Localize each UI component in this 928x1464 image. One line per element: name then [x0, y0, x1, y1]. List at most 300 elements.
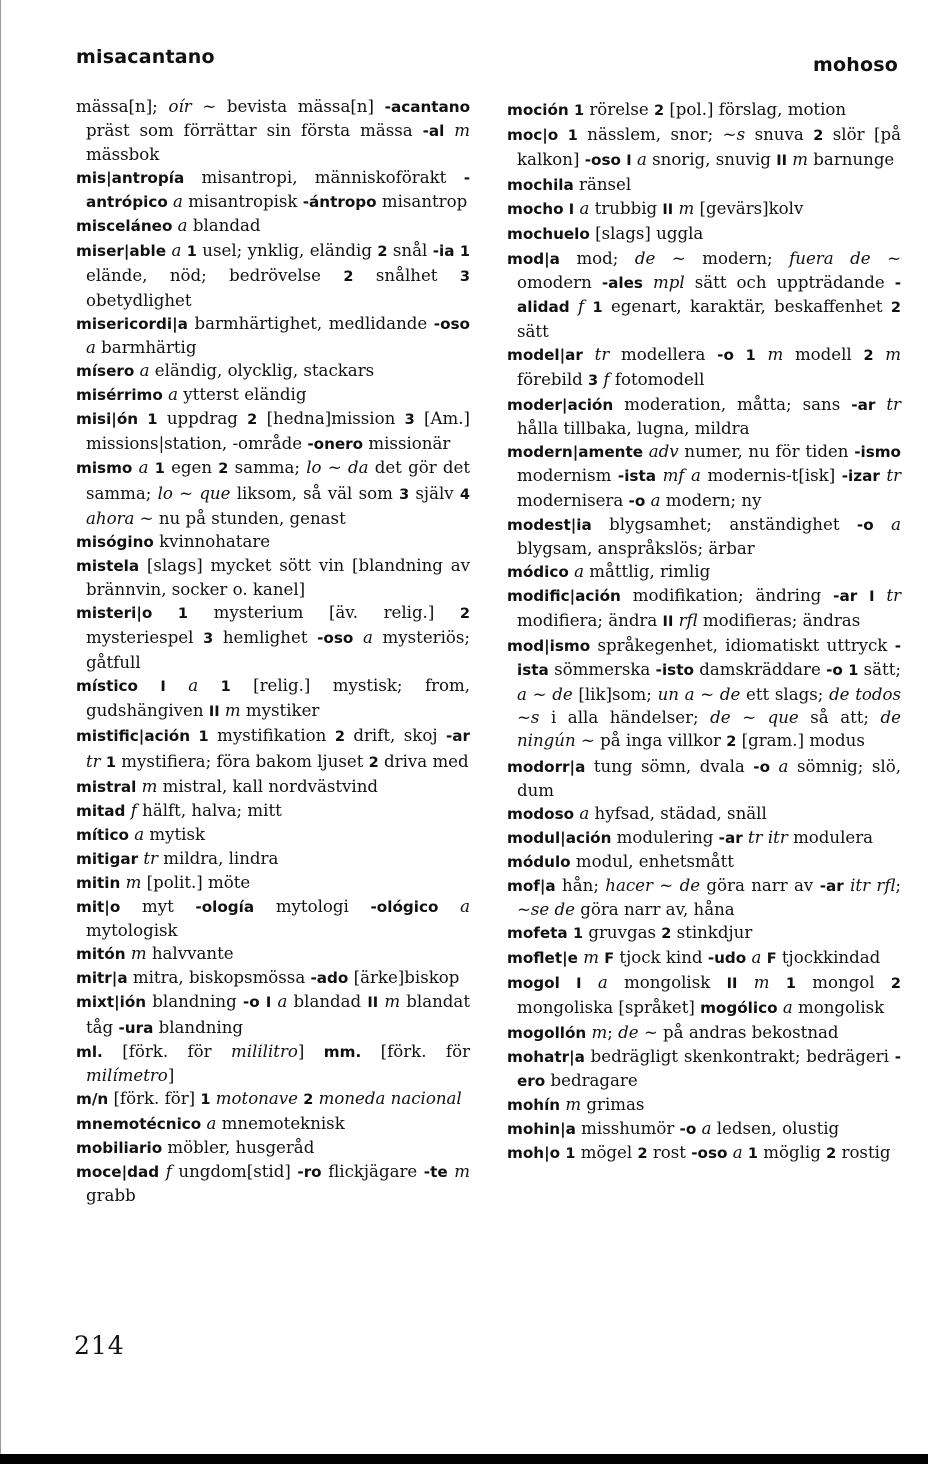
- grammar-label: mililitro: [231, 1041, 298, 1061]
- headword: módulo: [507, 852, 571, 871]
- headword: mogollón: [507, 1023, 587, 1042]
- definition-text: ~: [730, 708, 768, 728]
- definition-text: blygsam, anspråkslös; ärbar: [517, 538, 755, 558]
- headword: moflet|e: [507, 949, 578, 968]
- dictionary-entry: [76, 456, 470, 529]
- headword: -o: [856, 515, 874, 534]
- definition-text: elände, nöd; bedrövelse: [86, 265, 344, 285]
- dictionary-entry: [76, 359, 470, 383]
- headword: modific|ación: [507, 586, 621, 605]
- headword: ml.: [76, 1042, 103, 1061]
- dictionary-entry: [76, 823, 470, 847]
- headword: -antrópico: [86, 169, 470, 212]
- sense-number: 1: [565, 1146, 576, 1163]
- definition-text: mytologi: [254, 897, 371, 917]
- sense-number: 1: [574, 103, 585, 119]
- sense-number: 2: [637, 1146, 648, 1163]
- sense-number: 1: [785, 976, 796, 993]
- sense-number: 4: [459, 486, 470, 503]
- grammar-label: m: [125, 873, 142, 892]
- grammar-label: a: [168, 385, 179, 405]
- definition-text: tung sömn, dvala: [585, 756, 754, 776]
- sense-number: 1: [177, 605, 188, 622]
- dictionary-entry: [507, 98, 901, 123]
- definition-text: obetydlighet: [86, 290, 192, 310]
- definition-text: ~: [321, 458, 348, 478]
- sense-number: II: [726, 976, 738, 993]
- definition-text: [438, 897, 460, 916]
- headword: -ia: [432, 241, 455, 260]
- definition-text: missionär: [363, 434, 451, 454]
- dictionary-entry: [76, 942, 470, 966]
- definition-text: [583, 345, 595, 364]
- sense-number: 1: [220, 679, 231, 696]
- headword: -o: [679, 1119, 697, 1138]
- definition-text: mässa[n];: [76, 97, 169, 116]
- definition-text: kvinnohatare: [153, 531, 271, 551]
- definition-text: egenart, karaktär, beskaffenhet: [602, 296, 891, 316]
- definition-text: barmhärtighet, medlidande: [187, 313, 434, 333]
- grammar-label: a: [188, 676, 199, 696]
- definition-text: [polit.] möte: [141, 873, 251, 892]
- dictionary-entry: [76, 1160, 470, 1207]
- sense-number: 3: [399, 486, 410, 503]
- headword: mogol: [507, 974, 560, 993]
- sense-number: 2: [726, 734, 737, 751]
- running-head-left: misacantano: [76, 46, 215, 68]
- grammar-label: m: [141, 776, 158, 796]
- headword: mitin: [76, 874, 121, 892]
- definition-text: ränsel: [573, 175, 632, 195]
- sense-number: 2: [218, 461, 229, 478]
- dictionary-entry: [76, 724, 470, 774]
- headword: -ado: [310, 969, 349, 988]
- definition-text: nässlem, snor; ~: [577, 125, 737, 145]
- definition-text: sätt;: [858, 660, 901, 680]
- grammar-label: milímetro: [86, 1065, 168, 1085]
- definition-text: mögel: [575, 1143, 638, 1163]
- grammar-label: oír: [168, 97, 192, 116]
- definition-text: mistral, kall nordvästvind: [157, 776, 379, 796]
- grammar-label: da: [347, 458, 369, 478]
- definition-text: [slags] mycket sött vin [blandning av brännvin, socker o. kanel]: [86, 555, 470, 599]
- sense-number: 2: [890, 976, 901, 993]
- grammar-label: lo: [306, 458, 322, 478]
- headword: -acantano: [384, 98, 471, 116]
- headword: mogólico: [700, 999, 778, 1018]
- definition-text: rost: [647, 1143, 692, 1163]
- definition-text: hemlighet: [213, 628, 318, 648]
- definition-text: usel; ynklig, eländig: [196, 240, 378, 260]
- definition-text: i alla händelser;: [539, 708, 711, 728]
- definition-text: ungdom[stid]: [171, 1162, 298, 1182]
- grammar-label: ahora: [86, 508, 135, 528]
- grammar-label: m: [454, 1162, 470, 1182]
- sense-number: 2: [303, 1091, 314, 1108]
- headword: -ar: [833, 586, 858, 605]
- headword: -o: [717, 345, 734, 364]
- grammar-label: de todos: [829, 685, 902, 705]
- headword: -isto: [655, 661, 694, 680]
- grammar-label: f: [165, 1162, 172, 1182]
- definition-text: numer, nu för tiden: [678, 442, 855, 462]
- grammar-label: m: [885, 344, 902, 364]
- dictionary-entry: [76, 407, 470, 456]
- definition-text: [förk. för]: [108, 1088, 201, 1108]
- headword: -o: [628, 491, 646, 510]
- grammar-label: de: [719, 685, 741, 705]
- definition-text: samma;: [228, 458, 307, 478]
- dictionary-entry: [507, 513, 901, 560]
- grammar-label: a: [701, 1118, 712, 1138]
- dictionary-entry: [76, 166, 470, 214]
- headword: -izar: [841, 467, 880, 486]
- dictionary-entry: [507, 826, 901, 850]
- definition-text: stinkdjur: [671, 923, 753, 943]
- definition-text: ~ på andras bekostnad: [638, 1022, 839, 1042]
- definition-text: modifieras; ändras: [697, 610, 861, 630]
- dictionary-entry: [507, 560, 901, 584]
- grammar-label: tr: [594, 344, 610, 364]
- dictionary-entry: [76, 1136, 470, 1160]
- grammar-label: a: [138, 458, 149, 478]
- sense-number: 1: [200, 1091, 211, 1108]
- dictionary-entry: [76, 554, 470, 601]
- definition-text: [159, 1162, 166, 1181]
- grammar-label: rfl: [678, 610, 698, 630]
- definition-text: göra narr av: [700, 876, 820, 895]
- definition-text: [138, 409, 147, 428]
- headword: -oso: [433, 314, 470, 333]
- dictionary-entry: [76, 847, 470, 871]
- sense-number: 2: [368, 754, 379, 771]
- dictionary-entry: [76, 530, 470, 554]
- definition-text: möbler, husgeråd: [162, 1138, 315, 1158]
- dictionary-entry: [507, 850, 901, 874]
- sense-number: 2: [890, 299, 901, 316]
- definition-text: [152, 603, 178, 622]
- definition-text: [769, 973, 785, 992]
- definition-text: ytterst eländig: [178, 385, 307, 405]
- sense-number: 2: [459, 605, 470, 622]
- definition-text: blandning: [153, 1017, 244, 1037]
- dictionary-entry: [507, 1141, 901, 1166]
- grammar-label: a: [751, 948, 762, 968]
- grammar-label: a: [579, 803, 590, 823]
- headword: misceláneo: [76, 217, 173, 236]
- grammar-label: mf a: [662, 466, 701, 486]
- headword: mocho: [507, 200, 564, 219]
- grammar-label: a: [650, 490, 661, 510]
- definition-text: mongoliska [språket]: [517, 998, 701, 1018]
- headword: misógino: [76, 532, 154, 551]
- headword: -ar: [718, 828, 743, 847]
- definition-text: bedrägligt skenkontrakt; bedrägeri: [584, 1046, 895, 1066]
- dictionary-entry: [76, 239, 470, 312]
- definition-text: [lik]som;: [572, 685, 658, 705]
- sense-number: 2: [343, 268, 354, 285]
- definition-text: mytisk: [144, 824, 206, 844]
- headword: mof|a: [507, 877, 556, 895]
- grammar-label: un a: [657, 685, 695, 705]
- definition-text: rostig: [836, 1143, 891, 1163]
- dictionary-entry: [76, 775, 470, 799]
- definition-text: blandad: [287, 992, 368, 1012]
- definition-text: [slags] uggla: [589, 224, 704, 244]
- grammar-label: tr: [886, 585, 902, 605]
- definition-text: bedragare: [545, 1070, 638, 1090]
- sense-number: 2: [334, 729, 345, 746]
- headword: mistral: [76, 777, 137, 796]
- page-number: 214: [74, 1331, 125, 1360]
- definition-text: ~: [526, 685, 553, 705]
- headword: mítico: [76, 825, 129, 844]
- headword: -ura: [118, 1018, 154, 1037]
- dictionary-entry: [76, 799, 470, 823]
- headword: -ista: [617, 467, 656, 486]
- headword: -te: [423, 1163, 448, 1182]
- headword: mitr|a: [76, 969, 128, 988]
- definition-text: gruvgas: [583, 923, 662, 943]
- headword: mohin|a: [507, 1119, 576, 1138]
- definition-text: ~ på inga villkor: [575, 731, 727, 751]
- definition-text: snål: [387, 240, 433, 260]
- headword: mitón: [76, 945, 126, 964]
- sense-number: F: [604, 951, 615, 968]
- sense-number: 3: [459, 268, 470, 285]
- definition-text: mnemoteknisk: [216, 1113, 345, 1133]
- definition-text: mod;: [559, 248, 635, 268]
- grammar-label: f: [578, 296, 585, 316]
- grammar-label: itr rfl: [850, 876, 896, 895]
- grammar-label: que: [767, 708, 799, 728]
- sense-number: 1: [147, 412, 158, 429]
- headword: mitigar: [76, 849, 139, 868]
- sense-number: 1: [848, 663, 859, 680]
- dictionary-entry: [507, 946, 901, 971]
- definition-text: [190, 726, 198, 745]
- dictionary-entry: [507, 393, 901, 440]
- definition-text: möglig: [758, 1143, 827, 1163]
- definition-text: modifiera; ändra: [517, 610, 663, 630]
- definition-text: mongolisk: [792, 998, 885, 1018]
- definition-text: mitra, biskopsmössa: [127, 968, 311, 988]
- headword: -ista: [517, 637, 901, 680]
- dictionary-entry: [76, 383, 470, 407]
- definition-text: [558, 125, 567, 144]
- grammar-label: m: [591, 1022, 608, 1042]
- definition-text: modulering: [611, 827, 719, 847]
- definition-text: [570, 297, 578, 316]
- definition-text: modifikation; ändring: [620, 585, 834, 605]
- grammar-label: f: [603, 370, 610, 390]
- definition-text: modell: [783, 344, 864, 364]
- sense-number: F: [766, 951, 777, 968]
- grammar-label: a: [597, 973, 608, 993]
- grammar-label: a: [362, 628, 373, 648]
- headword: -o: [753, 757, 771, 776]
- sense-number: 2: [863, 347, 874, 364]
- definition-text: [Am.] missions|station, -område: [86, 409, 470, 454]
- dictionary-entry: [507, 802, 901, 826]
- headword: mod|a: [507, 249, 560, 268]
- dictionary-entry: [76, 601, 470, 674]
- definition-text: misantropisk: [182, 192, 303, 212]
- grammar-label: a: [574, 561, 584, 581]
- definition-text: snålhet: [353, 265, 460, 285]
- grammar-label: mpl: [653, 272, 685, 292]
- definition-text: [656, 466, 663, 485]
- definition-text: ~: [172, 483, 200, 503]
- headword: -onero: [307, 435, 364, 454]
- definition-text: misshumör: [575, 1118, 680, 1138]
- definition-text: uppdrag: [157, 409, 248, 429]
- right-column: [507, 98, 901, 1166]
- definition-text: mildra, lindra: [158, 848, 279, 868]
- sense-number: 2: [247, 412, 258, 429]
- sense-number: I: [568, 202, 575, 219]
- grammar-label: a: [782, 998, 793, 1018]
- dictionary-entry: [76, 1112, 470, 1136]
- definition-text: hån;: [555, 876, 606, 895]
- headword: -o: [826, 661, 843, 680]
- definition-text: [857, 586, 869, 605]
- definition-text: halvvante: [146, 944, 234, 964]
- grammar-label: m: [565, 1094, 582, 1114]
- headword: -oso: [584, 151, 621, 170]
- headword: -udo: [707, 949, 747, 968]
- definition-text: [756, 345, 768, 364]
- definition-text: [737, 973, 753, 992]
- dictionary-entry: [507, 1045, 901, 1093]
- headword: moción: [507, 101, 569, 119]
- definition-text: [166, 676, 188, 695]
- definition-text: blygsamhet; anständighet: [591, 514, 857, 534]
- headword: mis|antropía: [76, 169, 185, 188]
- definition-text: själv: [409, 483, 460, 503]
- sense-number: 1: [567, 128, 578, 145]
- definition-text: språkegenhet, idiomatiskt uttryck: [590, 636, 895, 656]
- definition-text: fotomodell: [609, 370, 705, 390]
- definition-text: [ärke]biskop: [348, 968, 460, 988]
- grammar-label: adv: [648, 442, 679, 462]
- definition-text: [138, 676, 160, 695]
- definition-text: sätt: [517, 321, 549, 341]
- dictionary-entry: [76, 1087, 470, 1112]
- sense-number: 1: [747, 1146, 758, 1163]
- grammar-label: s: [736, 125, 746, 145]
- sense-number: 1: [105, 754, 116, 771]
- sense-number: 3: [203, 631, 214, 648]
- definition-text: damskräddare: [693, 660, 827, 680]
- headword: mohatr|a: [507, 1047, 585, 1066]
- sense-number: 2: [826, 1146, 837, 1163]
- definition-text: mässbok: [86, 145, 160, 165]
- grammar-label: a: [139, 361, 150, 381]
- dictionary-entry: [76, 674, 470, 724]
- dictionary-entry: [507, 247, 901, 343]
- grammar-label: a: [778, 756, 789, 776]
- definition-text: mytologisk: [86, 921, 178, 941]
- definition-text: präst som förrättar sin första mässa: [86, 121, 423, 141]
- headword: moce|dad: [76, 1163, 160, 1182]
- definition-text: modul, enhetsmått: [570, 851, 734, 871]
- definition-text: sömmerska: [548, 660, 656, 680]
- grammar-label: a: [277, 992, 288, 1012]
- headword: -o: [242, 993, 260, 1012]
- grammar-label: s: [530, 708, 540, 728]
- sense-number: II: [662, 202, 674, 219]
- definition-text: ~ nu på stunden, genast: [134, 508, 346, 528]
- definition-text: sätt och uppträdande: [684, 272, 895, 292]
- headword: módico: [507, 562, 569, 581]
- dictionary-entry: [507, 584, 901, 634]
- definition-text: ~ modern;: [655, 248, 790, 268]
- grammar-label: a: [636, 150, 647, 170]
- definition-text: det gör det samma;: [86, 458, 470, 503]
- sense-number: 2: [813, 128, 824, 145]
- headword: mod|ismo: [507, 637, 591, 656]
- headword: mistific|ación: [76, 727, 191, 746]
- definition-text: [198, 676, 220, 695]
- headword: mohín: [507, 1095, 561, 1114]
- running-head-right: mohoso: [813, 54, 898, 76]
- grammar-label: a: [579, 199, 590, 219]
- headword: mobiliario: [76, 1139, 163, 1158]
- sense-number: I: [576, 976, 582, 993]
- definition-text: mongolisk: [607, 973, 727, 993]
- headword: mnemotécnico: [76, 1114, 202, 1133]
- dictionary-entry: [507, 874, 901, 921]
- sense-number: 2: [377, 243, 388, 260]
- grammar-label: se de: [530, 900, 575, 920]
- grammar-label: a: [171, 240, 182, 260]
- definition-text: blandad: [187, 216, 261, 236]
- headword: -ología: [195, 898, 255, 917]
- left-column: [76, 95, 470, 1207]
- headword: mit|o: [76, 898, 121, 917]
- definition-text: [560, 973, 576, 992]
- headword: mitad: [76, 801, 126, 820]
- grammar-label: tr: [886, 395, 901, 415]
- definition-text: [874, 345, 886, 364]
- grammar-label: tr: [86, 751, 101, 771]
- definition-text: [hedna]mission: [257, 409, 405, 429]
- definition-text: rörelse: [584, 100, 654, 119]
- dictionary-entry: [76, 895, 470, 942]
- dictionary-entry: [76, 1040, 470, 1087]
- definition-text: ;: [607, 1022, 619, 1042]
- definition-text: mystifiera; föra bakom ljuset: [115, 751, 369, 771]
- definition-text: modernism: [517, 466, 618, 486]
- definition-text: flickjägare: [321, 1162, 424, 1182]
- grammar-label: tr: [143, 848, 158, 868]
- headword: moder|ación: [507, 396, 614, 415]
- definition-text: [353, 628, 363, 647]
- grammar-label: m: [454, 121, 471, 141]
- grammar-label: a: [460, 897, 470, 917]
- definition-text: misantropi, människoförakt: [184, 168, 464, 188]
- headword: misteri|o: [76, 603, 153, 622]
- headword: -alidad: [517, 273, 901, 316]
- dictionary-entry: [507, 755, 901, 802]
- headword: -al: [422, 122, 445, 141]
- definition-text: [gram.] modus: [736, 731, 865, 751]
- headword: místico: [76, 677, 138, 696]
- sense-number: 3: [404, 412, 415, 429]
- grammar-label: a: [134, 824, 145, 844]
- headword: modorr|a: [507, 757, 586, 776]
